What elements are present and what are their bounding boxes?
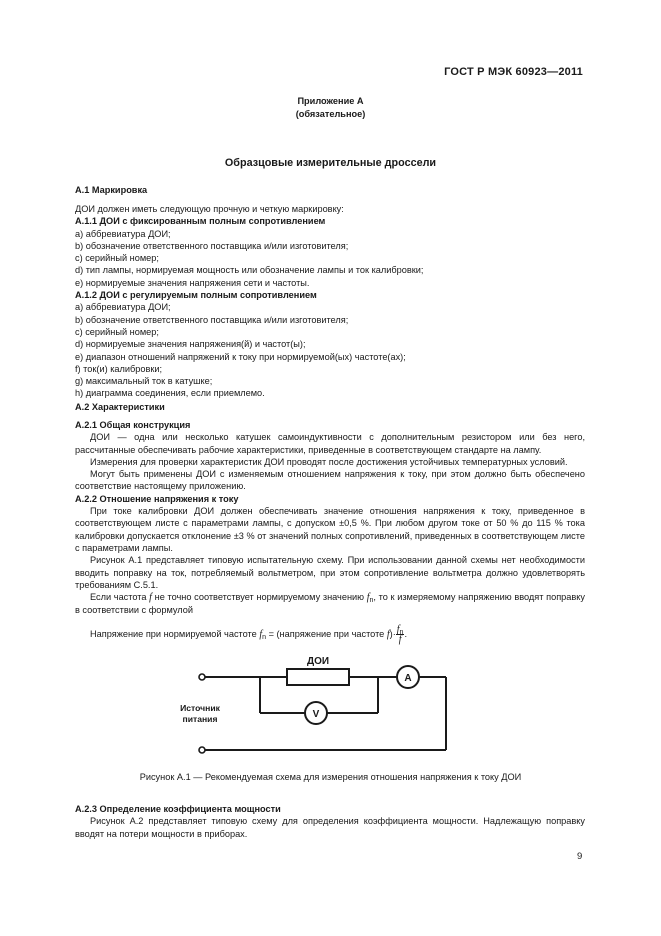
- ammeter-label: А: [404, 673, 412, 684]
- section-a23-body: [75, 803, 585, 840]
- paragraph: ДОИ — одна или несколько катушек самоиндуктивности с дополнительным резистором или без него, рассчитанные обеспечивать рабочие характеристики, приведенные в соответствующем стандарте на лампу.: [75, 432, 585, 455]
- symbol-fn: f: [259, 628, 263, 640]
- list-item: h) диаграмма соединения, если приемлемо.: [75, 388, 265, 399]
- symbol-fn: f: [366, 592, 370, 604]
- voltmeter-label: V: [312, 709, 320, 720]
- section-a2: [75, 401, 585, 413]
- list-item: с) серийный номер;: [75, 253, 159, 264]
- annex-status: (обязательное): [295, 109, 366, 119]
- subscript-n: n: [262, 633, 267, 641]
- section-a21-body: [75, 419, 585, 617]
- circuit-diagram: [0, 640, 661, 770]
- subscript-n: n: [369, 597, 374, 605]
- symbol-f: f: [386, 628, 390, 640]
- section-a21-heading: А.2.1 Общая конструкция: [75, 420, 191, 430]
- list-item: е) нормируемые значения напряжения сети и частоты.: [75, 277, 310, 288]
- figure-caption: Рисунок А.1 — Рекомендуемая схема для измерения отношения напряжения к току ДОИ: [139, 772, 522, 782]
- page-number: 9: [577, 851, 583, 862]
- text-run: Если частота: [90, 592, 150, 603]
- symbol-f: f: [398, 634, 402, 645]
- formula-text: )·: [389, 628, 396, 639]
- list-item: а) аббревиатура ДОИ;: [75, 302, 171, 313]
- section-a11-heading: А.1.1 ДОИ с фиксированным полным сопротивлением: [75, 216, 326, 227]
- annex-title: Приложение А: [297, 96, 364, 106]
- section-a12-heading: А.1.2 ДОИ с регулируемым полным сопротивлением: [75, 290, 317, 301]
- paragraph: Рисунок А.2 представляет типовую схему для определения коэффициента мощности. Надлежащую поправку вводят на потери мощности в приборах.: [75, 816, 585, 839]
- list-item: b) обозначение ответственного поставщика и/или изготовителя;: [75, 314, 349, 325]
- formula-text: .: [404, 628, 408, 639]
- terminal-top: [199, 674, 205, 680]
- section-a1-heading: А.1 Маркировка: [75, 185, 148, 195]
- list-item: е) диапазон отношений напряжений к току при нормируемой(ых) частоте(ах);: [75, 351, 406, 362]
- paragraph: Могут быть применены ДОИ с изменяемым отношением напряжения к току, при этом должно быть обеспечено соответствие настоящему приложению.: [75, 469, 585, 492]
- paragraph: Измерения для проверки характеристик ДОИ проводят после достижения устойчивых температурных условий.: [90, 456, 568, 467]
- source-label-line2: питания: [182, 714, 218, 724]
- annex-heading: [0, 95, 661, 121]
- list-item: а) аббревиатура ДОИ;: [75, 228, 171, 239]
- section-a2-heading: А.2 Характеристики: [75, 402, 165, 412]
- standard-number: ГОСТ Р МЭК 60923—2011: [444, 66, 583, 78]
- section-a1-intro: ДОИ должен иметь следующую прочную и четкую маркировку:: [75, 204, 344, 214]
- doi-inductor-box: [287, 669, 349, 685]
- list-item: f) ток(и) калибровки;: [75, 363, 163, 374]
- list-item: g) максимальный ток в катушке;: [75, 376, 213, 387]
- section-a1: [75, 184, 585, 196]
- formula-text: Напряжение при нормируемой частоте: [90, 628, 260, 639]
- paragraph: Рисунок А.1 представляет типовую испытательную схему. При использовании данной схемы нет необходимости вводить поправку на ток, потребляемый вольтметром, при этом сопротивление вольтметра должно удовлетворять требованиям С.5.1.: [75, 555, 585, 590]
- source-label-line1: Источник: [180, 703, 220, 713]
- document-title: Образцовые измерительные дроссели: [224, 157, 437, 169]
- subscript-n: n: [399, 629, 404, 636]
- list-item: с) серийный номер;: [75, 326, 159, 337]
- terminal-bottom: [199, 747, 205, 753]
- list-item: b) обозначение ответственного поставщика и/или изготовителя;: [75, 240, 349, 251]
- paragraph: При токе калибровки ДОИ должен обеспечивать значение отношения напряжения к току, приведенное в соответствующем листе с параметрами лампы, с допуском ±0,5 %. При любом другом токе от 50 % до 115 % тока калибровки допускается отклонение ±3 % от значений полных сопротивлений, приведенных в соответствующем листе с параметрами лампы.: [75, 506, 585, 553]
- section-a1-body: [75, 203, 585, 400]
- symbol-f: f: [149, 592, 152, 604]
- list-item: d) тип лампы, нормируемая мощность или обозначение лампы и ток калибровки;: [75, 265, 424, 276]
- text-run: не точно соответствует нормируемому значению: [151, 592, 367, 603]
- text-run: , то к измеряемому напряжению вводят поправку в соответствии с формулой: [75, 592, 585, 616]
- section-a23-heading: А.2.3 Определение коэффициента мощности: [75, 804, 281, 814]
- symbol-f: f: [396, 624, 400, 635]
- doi-label: ДОИ: [306, 656, 330, 667]
- paragraph: [75, 591, 585, 617]
- list-item: d) нормируемые значения напряжения(й) и частот(ы);: [75, 339, 306, 350]
- section-a22-heading: А.2.2 Отношение напряжения к току: [75, 493, 239, 504]
- formula-text: = (напряжение при частоте: [266, 628, 387, 639]
